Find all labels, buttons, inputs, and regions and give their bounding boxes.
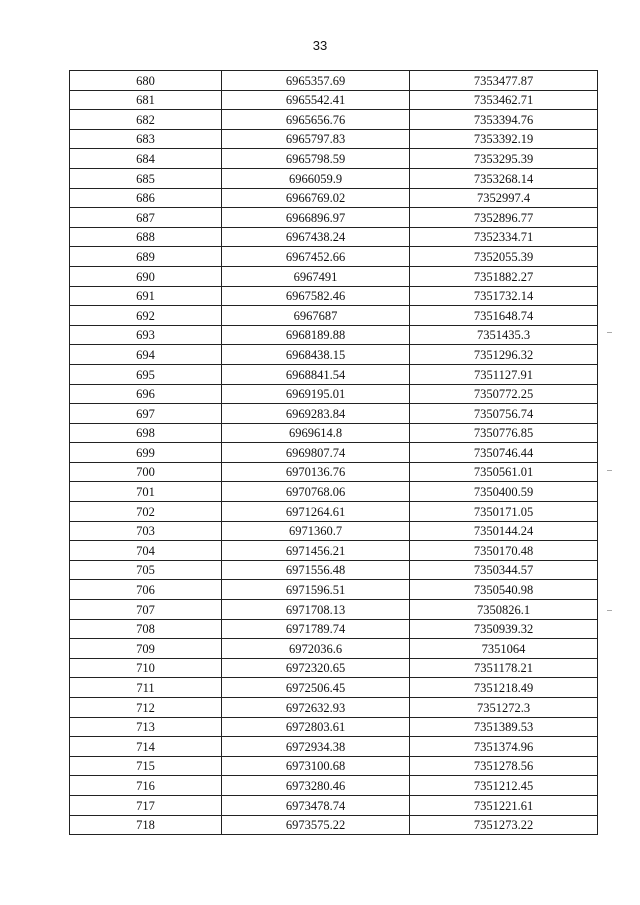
y-coordinate-cell: 7350170.48 <box>410 541 598 561</box>
y-coordinate-cell: 7350144.24 <box>410 521 598 541</box>
table-row <box>70 168 598 188</box>
y-coordinate-cell: 7351278.56 <box>410 756 598 776</box>
y-coordinate-cell: 7353394.76 <box>410 110 598 130</box>
table-row <box>70 404 598 424</box>
x-coordinate-cell: 6966896.97 <box>222 208 410 228</box>
y-coordinate-cell: 7350756.74 <box>410 404 598 424</box>
x-coordinate-cell: 6972803.61 <box>222 717 410 737</box>
table-row <box>70 149 598 169</box>
y-coordinate-cell: 7353392.19 <box>410 129 598 149</box>
point-number-cell: 683 <box>70 129 222 149</box>
x-coordinate-cell: 6968841.54 <box>222 364 410 384</box>
point-number-cell: 715 <box>70 756 222 776</box>
y-coordinate-cell: 7350772.25 <box>410 384 598 404</box>
x-coordinate-cell: 6966769.02 <box>222 188 410 208</box>
table-row <box>70 619 598 639</box>
y-coordinate-cell: 7350540.98 <box>410 580 598 600</box>
y-coordinate-cell: 7352896.77 <box>410 208 598 228</box>
y-coordinate-cell: 7351882.27 <box>410 266 598 286</box>
point-number-cell: 681 <box>70 90 222 110</box>
point-number-cell: 705 <box>70 560 222 580</box>
point-number-cell: 703 <box>70 521 222 541</box>
point-number-cell: 698 <box>70 423 222 443</box>
point-number-cell: 686 <box>70 188 222 208</box>
point-number-cell: 693 <box>70 325 222 345</box>
y-coordinate-cell: 7352997.4 <box>410 188 598 208</box>
table-row <box>70 364 598 384</box>
table-row <box>70 756 598 776</box>
table-row <box>70 658 598 678</box>
y-coordinate-cell: 7353477.87 <box>410 71 598 91</box>
table-row <box>70 443 598 463</box>
y-coordinate-cell: 7352334.71 <box>410 227 598 247</box>
point-number-cell: 697 <box>70 404 222 424</box>
table-row <box>70 306 598 326</box>
y-coordinate-cell: 7350400.59 <box>410 482 598 502</box>
point-number-cell: 718 <box>70 815 222 835</box>
table-row <box>70 541 598 561</box>
y-coordinate-cell: 7351732.14 <box>410 286 598 306</box>
x-coordinate-cell: 6971456.21 <box>222 541 410 561</box>
table-row <box>70 795 598 815</box>
y-coordinate-cell: 7351648.74 <box>410 306 598 326</box>
y-coordinate-cell: 7351178.21 <box>410 658 598 678</box>
table-row <box>70 266 598 286</box>
point-number-cell: 713 <box>70 717 222 737</box>
point-number-cell: 684 <box>70 149 222 169</box>
point-number-cell: 704 <box>70 541 222 561</box>
x-coordinate-cell: 6967452.66 <box>222 247 410 267</box>
coordinates-table <box>69 70 598 835</box>
x-coordinate-cell: 6971264.61 <box>222 502 410 522</box>
y-coordinate-cell: 7351212.45 <box>410 776 598 796</box>
table-row <box>70 325 598 345</box>
y-coordinate-cell: 7350776.85 <box>410 423 598 443</box>
point-number-cell: 701 <box>70 482 222 502</box>
x-coordinate-cell: 6971596.51 <box>222 580 410 600</box>
point-number-cell: 680 <box>70 71 222 91</box>
point-number-cell: 691 <box>70 286 222 306</box>
y-coordinate-cell: 7350171.05 <box>410 502 598 522</box>
x-coordinate-cell: 6971708.13 <box>222 600 410 620</box>
table-row <box>70 345 598 365</box>
x-coordinate-cell: 6966059.9 <box>222 168 410 188</box>
x-coordinate-cell: 6969807.74 <box>222 443 410 463</box>
x-coordinate-cell: 6969195.01 <box>222 384 410 404</box>
table-row <box>70 482 598 502</box>
table-row <box>70 90 598 110</box>
table-row <box>70 208 598 228</box>
x-coordinate-cell: 6967491 <box>222 266 410 286</box>
point-number-cell: 706 <box>70 580 222 600</box>
table-row <box>70 737 598 757</box>
point-number-cell: 699 <box>70 443 222 463</box>
y-coordinate-cell: 7351273.22 <box>410 815 598 835</box>
point-number-cell: 687 <box>70 208 222 228</box>
table-row <box>70 521 598 541</box>
point-number-cell: 702 <box>70 502 222 522</box>
x-coordinate-cell: 6965542.41 <box>222 90 410 110</box>
x-coordinate-cell: 6965798.59 <box>222 149 410 169</box>
x-coordinate-cell: 6967687 <box>222 306 410 326</box>
y-coordinate-cell: 7353268.14 <box>410 168 598 188</box>
point-number-cell: 685 <box>70 168 222 188</box>
table-row <box>70 286 598 306</box>
point-number-cell: 692 <box>70 306 222 326</box>
table-row <box>70 110 598 130</box>
x-coordinate-cell: 6972506.45 <box>222 678 410 698</box>
point-number-cell: 716 <box>70 776 222 796</box>
table-row <box>70 462 598 482</box>
y-coordinate-cell: 7353295.39 <box>410 149 598 169</box>
point-number-cell: 690 <box>70 266 222 286</box>
x-coordinate-cell: 6967582.46 <box>222 286 410 306</box>
y-coordinate-cell: 7350344.57 <box>410 560 598 580</box>
y-coordinate-cell: 7350826.1 <box>410 600 598 620</box>
y-coordinate-cell: 7353462.71 <box>410 90 598 110</box>
x-coordinate-cell: 6965656.76 <box>222 110 410 130</box>
y-coordinate-cell: 7351218.49 <box>410 678 598 698</box>
coordinates-table-body <box>70 71 598 835</box>
table-row <box>70 639 598 659</box>
table-row <box>70 129 598 149</box>
point-number-cell: 700 <box>70 462 222 482</box>
y-coordinate-cell: 7350746.44 <box>410 443 598 463</box>
table-row <box>70 776 598 796</box>
x-coordinate-cell: 6971789.74 <box>222 619 410 639</box>
point-number-cell: 712 <box>70 698 222 718</box>
x-coordinate-cell: 6967438.24 <box>222 227 410 247</box>
table-row <box>70 600 598 620</box>
y-coordinate-cell: 7351389.53 <box>410 717 598 737</box>
margin-tick <box>607 470 612 471</box>
table-row <box>70 560 598 580</box>
point-number-cell: 694 <box>70 345 222 365</box>
x-coordinate-cell: 6965797.83 <box>222 129 410 149</box>
table-row <box>70 71 598 91</box>
x-coordinate-cell: 6973575.22 <box>222 815 410 835</box>
x-coordinate-cell: 6972320.65 <box>222 658 410 678</box>
y-coordinate-cell: 7352055.39 <box>410 247 598 267</box>
x-coordinate-cell: 6969283.84 <box>222 404 410 424</box>
point-number-cell: 696 <box>70 384 222 404</box>
x-coordinate-cell: 6972934.38 <box>222 737 410 757</box>
y-coordinate-cell: 7351435.3 <box>410 325 598 345</box>
table-row <box>70 188 598 208</box>
x-coordinate-cell: 6971360.7 <box>222 521 410 541</box>
y-coordinate-cell: 7351374.96 <box>410 737 598 757</box>
y-coordinate-cell: 7351127.91 <box>410 364 598 384</box>
table-row <box>70 423 598 443</box>
margin-tick <box>607 610 612 611</box>
y-coordinate-cell: 7351296.32 <box>410 345 598 365</box>
x-coordinate-cell: 6965357.69 <box>222 71 410 91</box>
x-coordinate-cell: 6973280.46 <box>222 776 410 796</box>
table-row <box>70 815 598 835</box>
x-coordinate-cell: 6972036.6 <box>222 639 410 659</box>
point-number-cell: 707 <box>70 600 222 620</box>
y-coordinate-cell: 7351221.61 <box>410 795 598 815</box>
point-number-cell: 708 <box>70 619 222 639</box>
point-number-cell: 710 <box>70 658 222 678</box>
table-row <box>70 384 598 404</box>
x-coordinate-cell: 6970136.76 <box>222 462 410 482</box>
table-row <box>70 502 598 522</box>
point-number-cell: 695 <box>70 364 222 384</box>
point-number-cell: 709 <box>70 639 222 659</box>
point-number-cell: 682 <box>70 110 222 130</box>
y-coordinate-cell: 7351064 <box>410 639 598 659</box>
table-row <box>70 698 598 718</box>
table-row <box>70 247 598 267</box>
point-number-cell: 688 <box>70 227 222 247</box>
y-coordinate-cell: 7350939.32 <box>410 619 598 639</box>
point-number-cell: 711 <box>70 678 222 698</box>
table-row <box>70 678 598 698</box>
y-coordinate-cell: 7350561.01 <box>410 462 598 482</box>
x-coordinate-cell: 6973478.74 <box>222 795 410 815</box>
table-row <box>70 580 598 600</box>
x-coordinate-cell: 6969614.8 <box>222 423 410 443</box>
margin-tick <box>607 332 612 333</box>
point-number-cell: 717 <box>70 795 222 815</box>
point-number-cell: 689 <box>70 247 222 267</box>
table-row <box>70 717 598 737</box>
y-coordinate-cell: 7351272.3 <box>410 698 598 718</box>
x-coordinate-cell: 6970768.06 <box>222 482 410 502</box>
table-row <box>70 227 598 247</box>
x-coordinate-cell: 6968189.88 <box>222 325 410 345</box>
x-coordinate-cell: 6973100.68 <box>222 756 410 776</box>
x-coordinate-cell: 6968438.15 <box>222 345 410 365</box>
page-number: 33 <box>312 38 328 53</box>
point-number-cell: 714 <box>70 737 222 757</box>
x-coordinate-cell: 6971556.48 <box>222 560 410 580</box>
x-coordinate-cell: 6972632.93 <box>222 698 410 718</box>
